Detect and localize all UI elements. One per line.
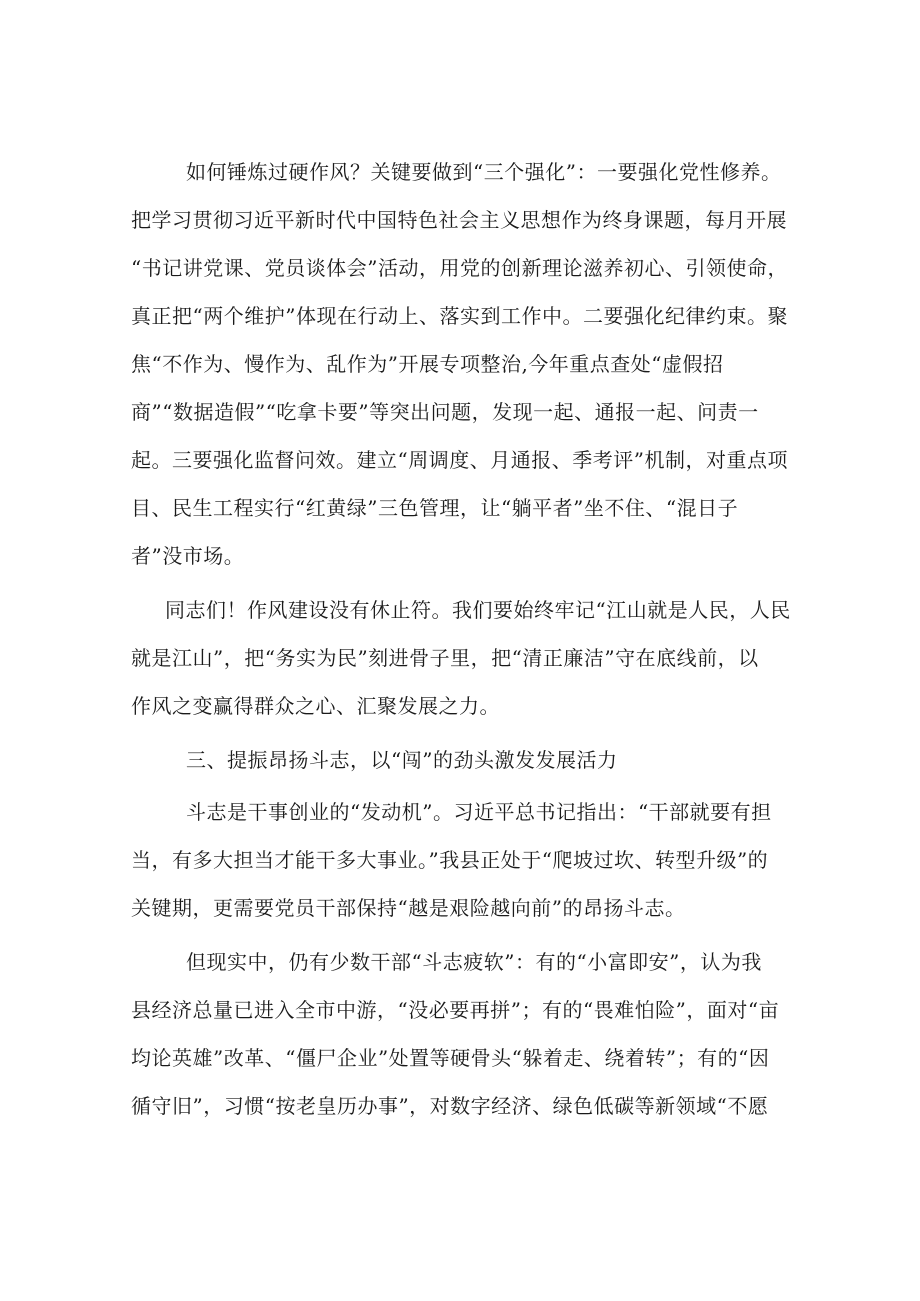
text-line: 但现实中，仍有少数干部“斗志疲软”：有的“小富即安”，认为我 bbox=[186, 950, 762, 974]
text-line: 如何锤炼过硬作风？关键要做到“三个强化”：一要强化党性修养。 bbox=[186, 160, 782, 184]
text-line: 商”“数据造假”“吃拿卡要”等突出问题，发现一起、通报一起、问责一 bbox=[131, 400, 759, 424]
text-line: 均论英雄”改革、“僵尸企业”处置等硬骨头“躲着走、绕着转”；有的“因 bbox=[131, 1046, 770, 1070]
text-line: 就是江山”，把“务实为民”刻进骨子里，把“清正廉洁”守在底线前，以 bbox=[131, 646, 759, 670]
text-line: 循守旧”，习惯“按老皇历办事”，对数字经济、绿色低碳等新领域“不愿 bbox=[131, 1094, 769, 1118]
text-line: 同志们！作风建设没有休止符。我们要始终牢记“江山就是人民，人民 bbox=[165, 598, 791, 622]
text-line: 把学习贯彻习近平新时代中国特色社会主义思想作为终身课题，每月开展 bbox=[131, 208, 787, 232]
heading-text: 三、提振昂扬斗志，以“闯”的劲头激发发展活力 bbox=[186, 748, 618, 772]
text-line: 关键期，更需要党员干部保持“越是艰险越向前”的昂扬斗志。 bbox=[131, 896, 686, 920]
text-line: 当，有多大担当才能干多大事业。”我县正处于“爬坡过坎、转型升级”的 bbox=[131, 848, 769, 872]
text-line: 起。三要强化监督问效。建立“周调度、月通报、季考评”机制，对重点项 bbox=[131, 448, 788, 472]
text-line: “书记讲党课、党员谈体会”活动，用党的创新理论滋养初心、引领使命， bbox=[131, 256, 788, 280]
text-line: 真正把“两个维护”体现在行动上、落实到工作中。二要强化纪律约束。聚 bbox=[131, 304, 788, 328]
text-line: 焦“不作为、慢作为、乱作为”开展专项整治,今年重点查处“虚假招 bbox=[131, 352, 724, 376]
text-line: 目、民生工程实行“红黄绿”三色管理，让“躺平者”坐不住、“混日子 bbox=[131, 496, 739, 520]
text-line: 者”没市场。 bbox=[131, 544, 245, 568]
text-line: 斗志是干事创业的“发动机”。习近平总书记指出：“干部就要有担 bbox=[186, 800, 772, 824]
text-line: 县经济总量已进入全市中游，“没必要再拼”；有的“畏难怕险”，面对“亩 bbox=[131, 998, 780, 1022]
text-line: 作风之变赢得群众之心、汇聚发展之力。 bbox=[131, 694, 500, 718]
